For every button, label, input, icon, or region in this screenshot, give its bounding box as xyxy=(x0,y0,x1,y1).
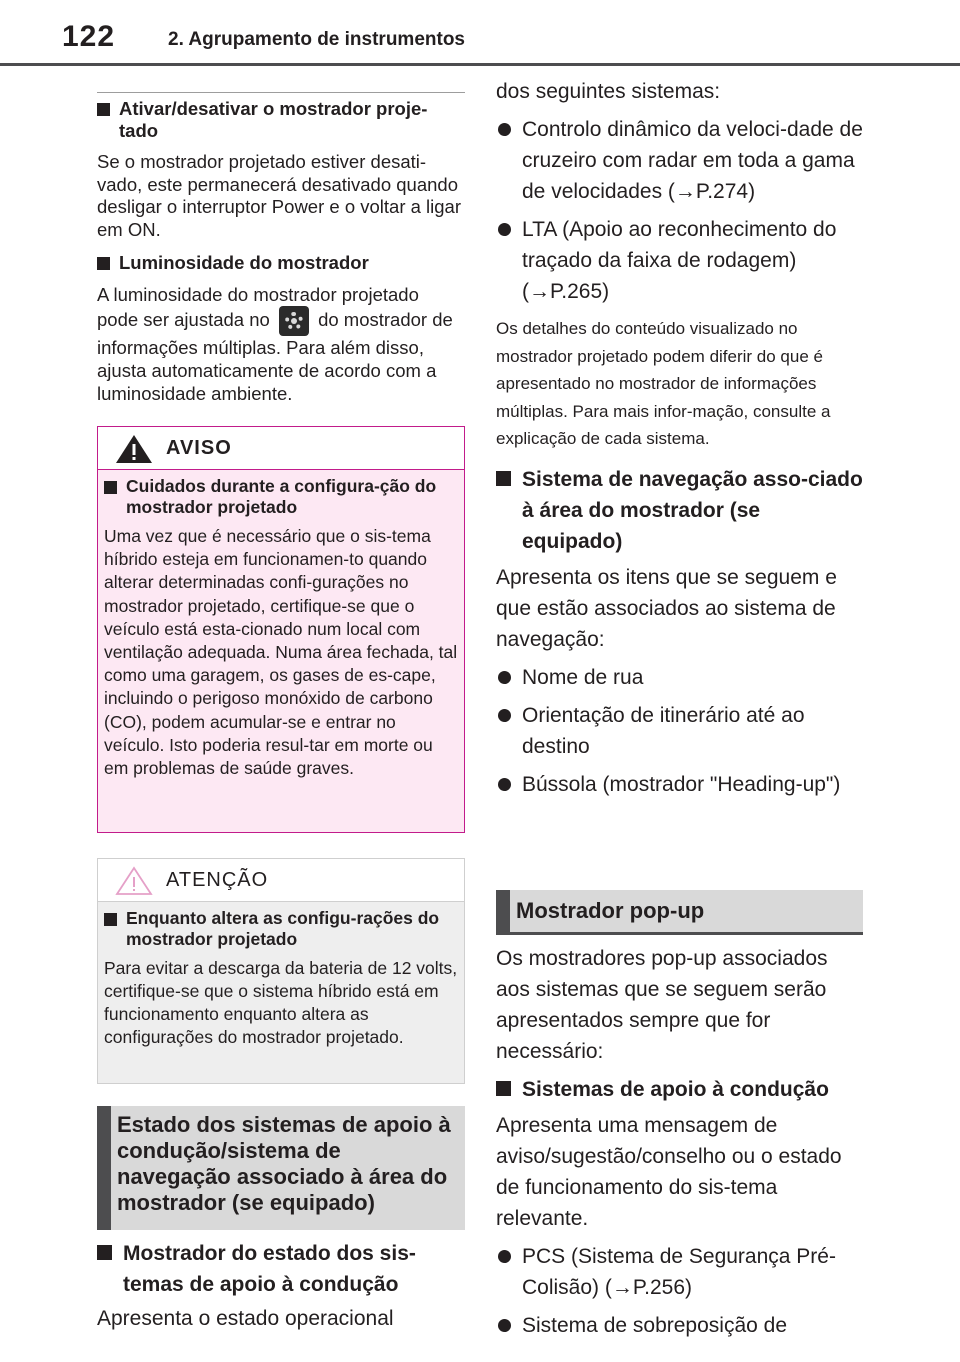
warning-title: AVISO xyxy=(166,437,232,459)
note-paragraph: Os detalhes do conteúdo visualizado no mostrador projetado podem diferir do que é apresentado no mostrador de informações múltiplas. Para mais infor-mação, consulte a explicação de cada sistema. xyxy=(496,319,831,448)
paragraph: Apresenta uma mensagem de aviso/sugestão/conselho ou o estado de funcionamento do sis-tema relevante. xyxy=(496,1114,842,1230)
subsection-title: Mostrador do estado dos sis-temas de apoio à condução xyxy=(97,1238,465,1300)
paragraph: Apresenta o estado operacional xyxy=(97,1307,394,1330)
list-item: Sistema de sobreposição de xyxy=(496,1310,864,1341)
subsection-title: Luminosidade do mostrador xyxy=(97,252,465,274)
caution-subtitle: Enquanto altera as configu-rações do mostrador projetado xyxy=(104,908,458,950)
right-column-lower xyxy=(496,943,864,1341)
right-column xyxy=(496,76,864,800)
list-item: LTA (Apoio ao reconhecimento do traçado da faixa de rodagem) (→P.265) xyxy=(496,214,864,307)
paragraph: Os mostradores pop-up associados aos sistemas que se seguem serão apresentados sempre que for necessário: xyxy=(496,947,828,1063)
caution-box-header xyxy=(98,859,464,902)
page-header xyxy=(0,0,960,70)
subsection-title: Sistema de navegação asso-ciado à área do mostrador (se equipado) xyxy=(496,464,864,557)
caution-box xyxy=(97,858,465,1084)
left-column xyxy=(97,98,465,405)
subsection-title: Ativar/desativar o mostrador proje-tado xyxy=(97,98,465,142)
section-divider xyxy=(97,92,465,93)
paragraph-part: do mostrador de informações múltiplas. Para além disso, ajusta automaticamente de acordo com a luminosidade ambiente. xyxy=(97,308,453,404)
warning-box xyxy=(97,426,465,833)
paragraph xyxy=(97,283,465,405)
caution-text: Para evitar a descarga da bateria de 12 volts, certifique-se que o sistema híbrido está em funcionamento enquanto altera as configurações do mostrador projetado. xyxy=(104,958,458,1047)
header-rule xyxy=(0,63,960,66)
paragraph: Se o mostrador projetado estiver desati-vado, este permanecerá desativado quando desligar o interruptor Power e o voltar a ligar em ON. xyxy=(97,151,462,240)
left-column-bottom xyxy=(97,1238,465,1334)
subsection-title: Sistemas de apoio à condução xyxy=(496,1074,864,1105)
caution-title: ATENÇÃO xyxy=(166,869,269,891)
list-item: Nome de rua xyxy=(496,662,864,693)
warning-box-header xyxy=(98,427,464,470)
page-number: 122 xyxy=(62,20,116,53)
warning-subtitle: Cuidados durante a configura-ção do mostrador projetado xyxy=(104,476,458,518)
paragraph-part: A luminosidade do mostrador projetado pode ser ajustada no xyxy=(97,284,419,330)
list-item: Bússola (mostrador "Heading-up") xyxy=(496,769,864,800)
warning-triangle-icon xyxy=(114,433,154,465)
caution-triangle-icon xyxy=(114,865,154,897)
paragraph: Apresenta os itens que se seguem e que estão associados ao sistema de navegação: xyxy=(496,565,837,651)
list-item: Orientação de itinerário até ao destino xyxy=(496,700,864,762)
list-item: Controlo dinâmico da veloci-dade de cruzeiro com radar em toda a gama de velocidades (→P.274) xyxy=(496,114,864,207)
paragraph: dos seguintes sistemas: xyxy=(496,80,721,103)
warning-box-body xyxy=(98,470,464,832)
section-banner: Estado dos sistemas de apoio à condução/sistema de navegação associado à área do mostrador (se equipado) xyxy=(97,1106,465,1230)
caution-box-body xyxy=(98,902,464,1083)
chapter-title: 2. Agrupamento de instrumentos xyxy=(168,29,465,50)
section-banner-popup: Mostrador pop-up xyxy=(496,890,863,935)
list-item: PCS (Sistema de Segurança Pré-Colisão) (→P.256) xyxy=(496,1241,864,1303)
gear-icon xyxy=(279,306,309,336)
warning-text: Uma vez que é necessário que o sis-tema híbrido esteja em funcionamen-to quando alterar determinadas confi-gurações no mostrador projetado, certifique-se que o veículo está esta-cionado num local com ventilação adequada. Numa área fechada, tal como uma garagem, os gases de es-cape, incluindo o perigoso monóxido de carbono (CO), podem acumular-se e entrar no veículo. Isto poderia resul-tar em morte ou em problemas de saúde graves. xyxy=(104,526,458,779)
